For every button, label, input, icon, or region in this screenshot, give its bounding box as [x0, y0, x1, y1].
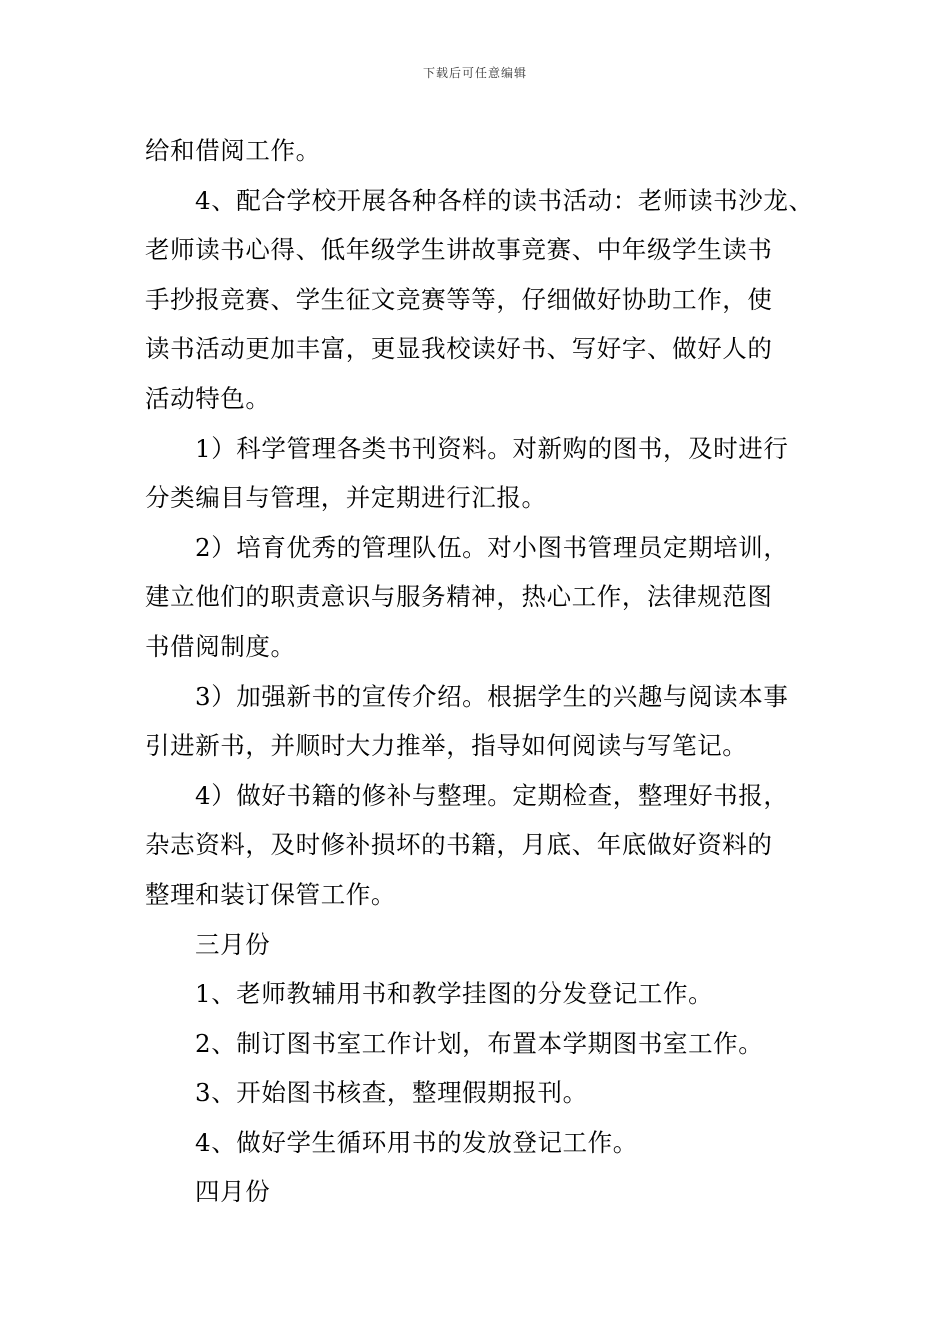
paragraph-line: 建立他们的职责意识与服务精神，热心工作，法律规范图 [145, 582, 773, 612]
list-item: 3、开始图书核查，整理假期报刊。 [195, 1078, 588, 1108]
paragraph-line: 3）加强新书的宣传介绍。根据学生的兴趣与阅读本事 [195, 681, 789, 711]
paragraph-line: 读书活动更加丰富，更显我校读好书、写好字、做好人的 [145, 334, 773, 364]
paragraph-line: 整理和装订保管工作。 [145, 879, 396, 909]
paragraph-line: 4、配合学校开展各种各样的读书活动：老师读书沙龙、 [195, 185, 814, 215]
paragraph-line: 给和借阅工作。 [145, 136, 321, 165]
paragraph-line: 活动特色。 [145, 383, 271, 413]
paragraph-line: 2）培育优秀的管理队伍。对小图书管理员定期培训， [195, 532, 789, 562]
paragraph-line: 引进新书，并顺时大力推举，指导如何阅读与写笔记。 [145, 731, 748, 761]
paragraph-line: 分类编目与管理，并定期进行汇报。 [145, 483, 547, 513]
document-body [145, 126, 815, 1217]
paragraph-line: 书借阅制度。 [145, 631, 296, 661]
page-header: 下载后可任意编辑 [422, 66, 527, 80]
list-item: 2、制订图书室工作计划，布置本学期图书室工作。 [195, 1028, 764, 1058]
paragraph-line: 1）科学管理各类书刊资料。对新购的图书，及时进行 [195, 433, 789, 463]
list-item: 1、老师教辅用书和教学挂图的分发登记工作。 [195, 979, 714, 1009]
paragraph-line: 杂志资料，及时修补损坏的书籍，月底、年底做好资料的 [145, 830, 773, 860]
section-heading: 四月份 [195, 1177, 271, 1207]
list-item: 4、做好学生循环用书的发放登记工作。 [195, 1127, 638, 1157]
section-heading: 三月份 [195, 929, 271, 959]
paragraph-line: 4）做好书籍的修补与整理。定期检查，整理好书报， [195, 780, 789, 810]
paragraph-line: 老师读书心得、低年级学生讲故事竞赛、中年级学生读书 [145, 235, 773, 265]
paragraph-line: 手抄报竞赛、学生征文竞赛等等，仔细做好协助工作，使 [145, 284, 773, 314]
